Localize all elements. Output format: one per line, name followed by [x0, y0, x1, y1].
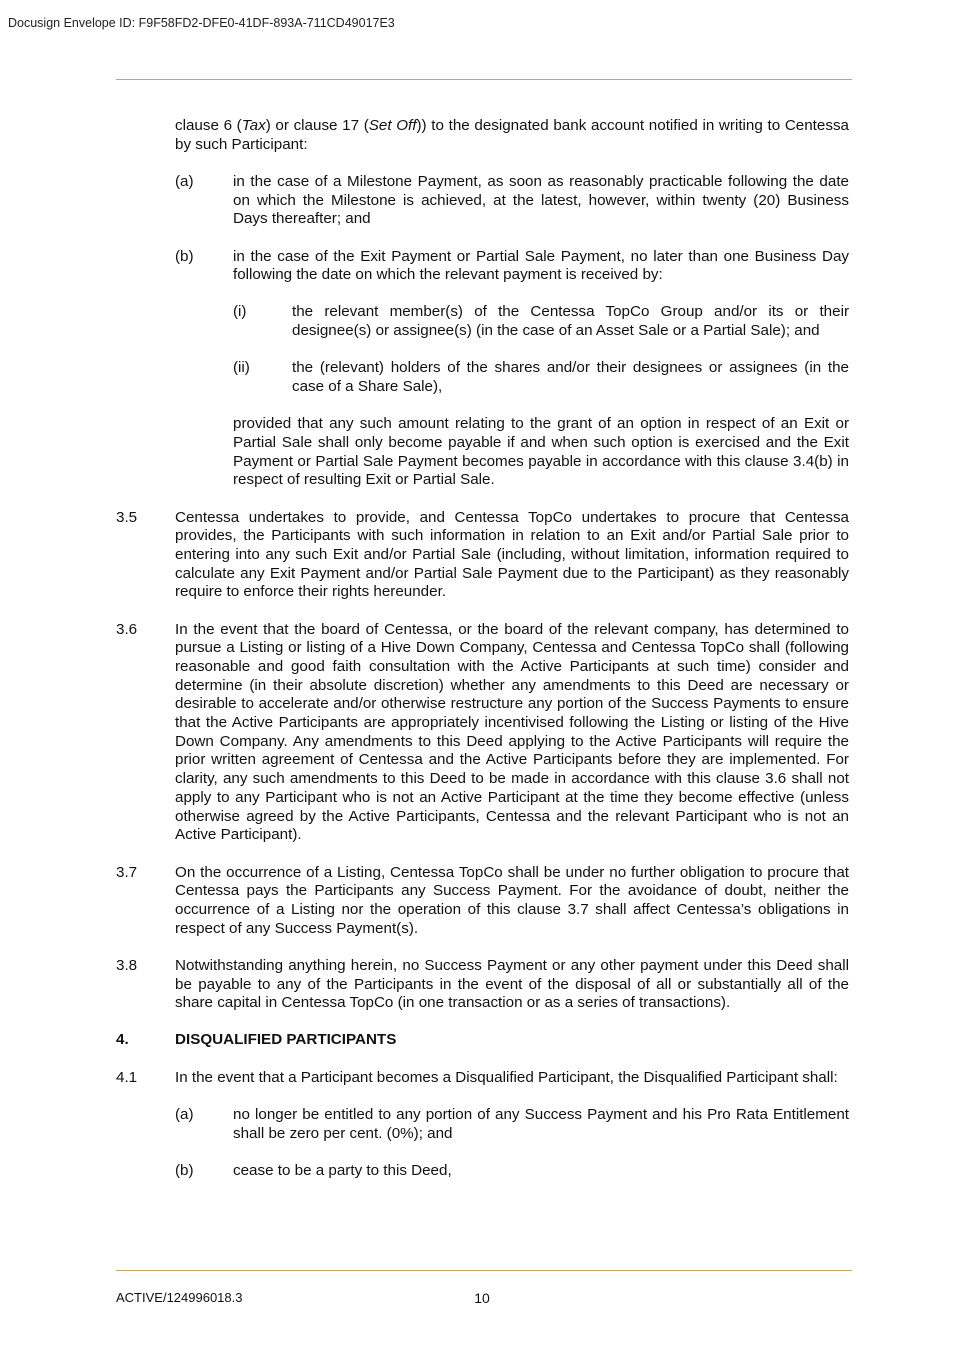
clause-number: 3.6: [116, 620, 138, 638]
item-label: (a): [175, 172, 194, 190]
clause-4-1: [116, 1069, 849, 1088]
clause-3-7: [116, 864, 849, 939]
clause-number: 3.5: [116, 508, 138, 526]
document-body: [116, 117, 849, 1199]
clause-number: 4.1: [116, 1068, 138, 1086]
item-a: [175, 173, 849, 229]
document-reference: ACTIVE/124996018.3: [116, 1290, 243, 1305]
item-text: in the case of a Milestone Payment, as soon as reasonably practicable following the date on which the Milestone is achieved, at the latest, however, within twenty (20) Business Days thereafter; and: [233, 172, 849, 228]
item-4-1-b: [175, 1162, 849, 1181]
item-text: in the case of the Exit Payment or Partial Sale Payment, no later than one Business Day following the date on which the relevant payment is received by:: [233, 247, 849, 284]
tax-term: Tax: [241, 117, 266, 134]
clause-3-5: [116, 509, 849, 603]
envelope-id: Docusign Envelope ID: F9F58FD2-DFE0-41DF-893A-711CD49017E3: [8, 16, 395, 30]
item-text: cease to be a party to this Deed,: [233, 1161, 452, 1179]
page-number: 10: [474, 1290, 490, 1306]
clause-number: 3.7: [116, 863, 138, 881]
item-label: (b): [175, 247, 194, 265]
sub-item-i: [233, 303, 849, 340]
section-4-heading: [116, 1031, 849, 1050]
section-number: 4.: [116, 1031, 129, 1049]
item-label: (b): [175, 1161, 194, 1179]
set-off-term: Set Off: [368, 117, 417, 134]
sub-item-label: (ii): [233, 359, 250, 377]
clause-text: Centessa undertakes to provide, and Centessa TopCo undertakes to procure that Centessa provides, the Participants with such information in relation to an Exit and/or Partial Sale prior to entering into any such Exit and/or Partial Sale (including, without limitation, information required to calculate any Exit Payment and/or Partial Sale Payment due to the Participant) as they reasonably require to enforce their rights hereunder.: [175, 508, 849, 601]
item-b: [175, 248, 849, 285]
clause-text: In the event that the board of Centessa, or the board of the relevant company, has determined to pursue a Listing or listing of a Hive Down Company, Centessa and Centessa TopCo shall (following reasonable and good faith consultation with the Active Participants at such time) consider and determine (in their absolute discretion) whether any amendments to this Deed are necessary or desirable to accelerate and/or otherwise restructure any portion of the Success Payments to ensure that the Active Participants are appropriately incentivised following the Listing or listing of the Hive Down Company. Any amendments to this Deed applying to the Active Participants will require the prior written agreement of Centessa and the Active Participants before they are implemented. For clarity, any such amendments to this Deed to be made in accordance with this clause 3.6 shall not apply to any Participant who is not an Active Participant at the time they become effective (unless otherwise agreed by the Active Participants, Centessa and the relevant Participant who is not an Active Participant).: [175, 620, 849, 844]
item-label: (a): [175, 1105, 194, 1123]
clause-text: On the occurrence of a Listing, Centessa TopCo shall be under no further obligation to procure that Centessa pays the Participants any Success Payment. For the avoidance of doubt, neither the occurrence of a Listing nor the operation of this clause 3.7 shall affect Centessa’s obligations in respect of any Success Payment(s).: [175, 863, 849, 937]
clause-3-6: [116, 621, 849, 845]
header-rule: [116, 79, 852, 80]
section-title: DISQUALIFIED PARTICIPANTS: [175, 1031, 397, 1049]
intro-paragraph: clause 6 (Tax) or clause 17 (Set Off)) to the designated bank account notified in writing to Centessa by such Participant:: [175, 117, 849, 153]
clause-3-8: [116, 957, 849, 1013]
item-4-1-a: [175, 1106, 849, 1143]
sub-item-label: (i): [233, 303, 247, 321]
proviso-paragraph: provided that any such amount relating to the grant of an option in respect of an Exit or Partial Sale shall only become payable if and when such option is exercised and the Exit Payment or Partial Sale Payment becomes payable in accordance with this clause 3.4(b) in respect of resulting Exit or Partial Sale.: [233, 415, 849, 489]
sub-item-ii: [233, 359, 849, 396]
footer-rule: [116, 1270, 852, 1271]
clause-text: Notwithstanding anything herein, no Success Payment or any other payment under this Deed shall be payable to any of the Participants in the event of the disposal of all or substantially all of the share capital in Centessa TopCo (in one transaction or as a series of transactions).: [175, 956, 849, 1012]
clause-number: 3.8: [116, 956, 138, 974]
item-text: no longer be entitled to any portion of any Success Payment and his Pro Rata Entitlement shall be zero per cent. (0%); and: [233, 1105, 849, 1142]
sub-item-text: the relevant member(s) of the Centessa TopCo Group and/or its or their designee(s) or assignee(s) (in the case of an Asset Sale or a Partial Sale); and: [292, 303, 849, 340]
clause-text: In the event that a Participant becomes a Disqualified Participant, the Disqualified Participant shall:: [175, 1068, 838, 1086]
sub-item-text: the (relevant) holders of the shares and/or their designees or assignees (in the case of a Share Sale),: [292, 359, 849, 396]
